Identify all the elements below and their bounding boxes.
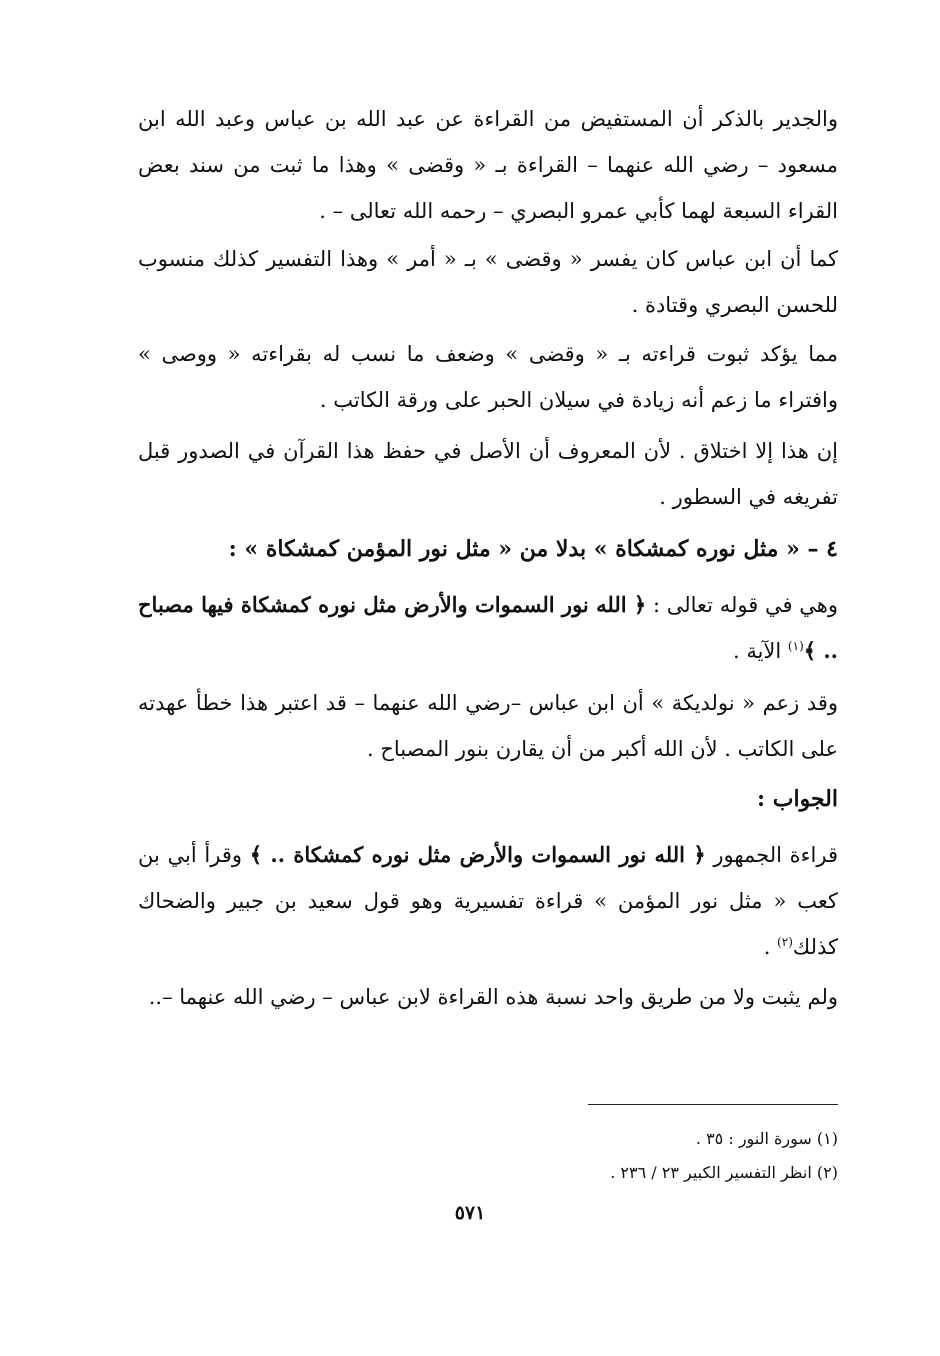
footnote-divider — [588, 1104, 838, 1105]
paragraph-6: ولم يثبت ولا من طريق واحد نسبة هذه القراءة لابن عباس – رضي الله عنهما –.. — [148, 985, 838, 1009]
verse-paragraph — [138, 582, 838, 674]
answer-paragraph — [138, 832, 838, 970]
footnote-1: (١) سورة النور : ٣٥ . — [695, 1129, 838, 1148]
paragraph-4: إن هذا إلا اختلاق . لأن المعروف أن الأصل في حفظ هذا القرآن في الصدور قبل تفريغه في السطور . — [138, 439, 838, 509]
verse-intro: وهي في قوله تعالى : — [646, 593, 838, 617]
verse-tail: الآية . — [732, 639, 788, 663]
page-number: ٥٧١ — [454, 1202, 486, 1224]
paragraph-5: وقد زعم « نولديكة » أن ابن عباس –رضي الله عنهما – قد اعتبر هذا خطأ عهدته على الكاتب . لأن الله أكبر من أن يقارن بنور المصباح . — [138, 691, 838, 761]
footnotes — [138, 1122, 838, 1190]
paragraph-2: كما أن ابن عباس كان يفسر « وقضى » بـ « أمر » وهذا التفسير كذلك منسوب للحسن البصري وقتادة . — [138, 247, 838, 317]
section-heading-4: ٤ – « مثل نوره كمشكاة » بدلا من « مثل نور المؤمن كمشكاة » : — [228, 536, 838, 562]
quran-verse: ﴿ الله نور السموات والأرض مثل نوره كمشكاة فيها مصباح .. ﴾ — [138, 592, 838, 663]
footnote-ref-1: (١) — [787, 639, 804, 653]
quran-verse-answer: ﴿ الله نور السموات والأرض مثل نوره كمشكاة .. ﴾ — [249, 842, 706, 867]
paragraph-3: مما يؤكد ثبوت قراءته بـ « وقضى » وضعف ما نسب له بقراءته « ووصى » وافتراء ما زعم أنه زيادة في سيلان الحبر على ورقة الكاتب . — [138, 342, 838, 412]
footnote-2: (٢) انظر التفسير الكبير ٢٣ / ٢٣٦ . — [610, 1163, 838, 1182]
answer-heading: الجواب : — [757, 786, 838, 812]
paragraph-1: والجدير بالذكر أن المستفيض من القراءة عن عبد الله بن عباس وعبد الله ابن مسعود – رضي الله عنهما – القراءة بـ « وقضى » وهذا ما ثبت من سند بعض القراء السبعة لهما كأبي عمرو البصري – رحمه الله تعالى – . — [138, 107, 838, 223]
answer-middle: وقرأ أبي بن كعب « مثل نور المؤمن » قراءة تفسيرية وهو قول سعيد بن جبير والضحاك كذلك — [138, 843, 838, 959]
footnote-ref-2: (٢) — [777, 935, 793, 949]
answer-intro: قراءة الجمهور — [705, 843, 838, 867]
answer-tail: . — [763, 935, 778, 959]
